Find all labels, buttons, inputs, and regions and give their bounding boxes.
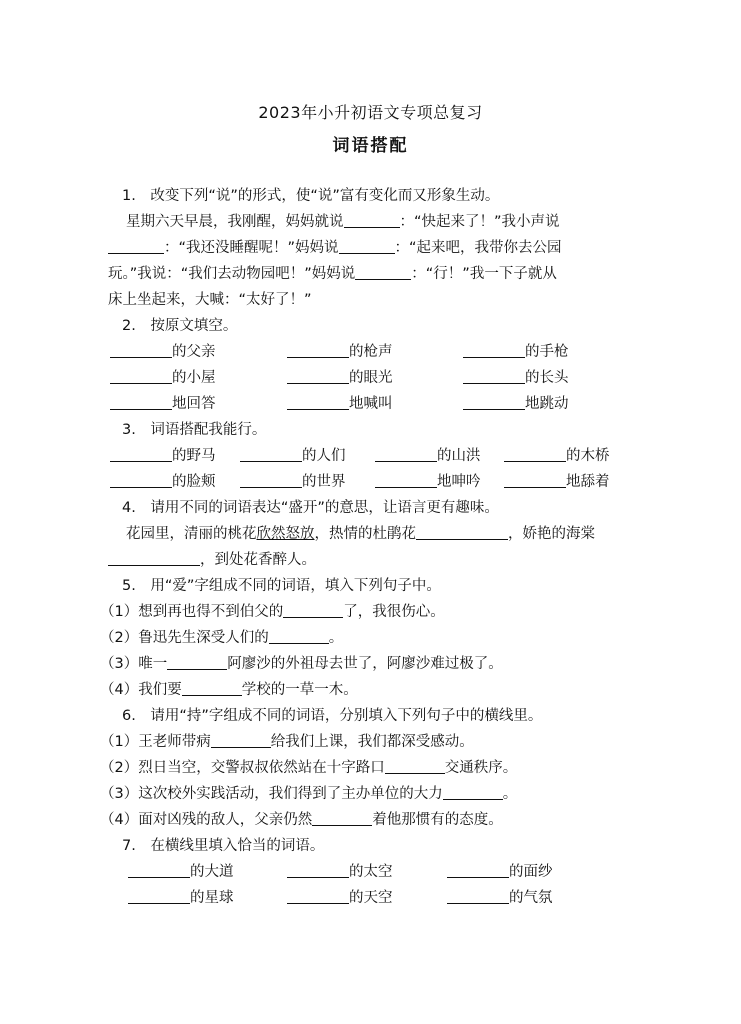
- q2-prompt: 2. 按原文填空。: [122, 318, 238, 334]
- q5-sentence-3: [100, 654, 503, 674]
- answer-blank[interactable]: [287, 394, 349, 410]
- answer-blank[interactable]: [416, 524, 508, 540]
- q4-text: ，到处花香醉人。: [200, 552, 316, 568]
- q2-item: [110, 342, 216, 362]
- q3-item-text: 地呻吟: [437, 474, 481, 490]
- q1-text: ：“起来吧，我带你去公园: [394, 240, 562, 256]
- q1-text: 玩。”我说：“我们去动物园吧！”妈妈说: [108, 266, 356, 282]
- answer-blank[interactable]: [287, 888, 349, 904]
- q6-text: 给我们上课，我们都深受感动。: [270, 734, 474, 750]
- q2-item: [287, 394, 393, 414]
- q7-item: [128, 862, 234, 882]
- q3-item-text: 的世界: [302, 474, 346, 490]
- answer-blank[interactable]: [283, 602, 343, 618]
- answer-blank[interactable]: [110, 342, 172, 358]
- answer-blank[interactable]: [110, 446, 172, 462]
- q7-item-text: 的大道: [190, 864, 234, 880]
- answer-blank[interactable]: [463, 368, 525, 384]
- q7-item: [128, 888, 234, 908]
- q5-text: 了，我很伤心。: [343, 604, 445, 620]
- q7-item-text: 的太空: [349, 864, 393, 880]
- q7-item-text: 的星球: [190, 890, 234, 906]
- answer-blank[interactable]: [182, 680, 242, 696]
- q5-text: （1）想到再也得不到伯父的: [100, 604, 284, 620]
- q7-item-text: 的面纱: [509, 864, 553, 880]
- q7-prompt: 7. 在横线里填入恰当的词语。: [122, 838, 325, 854]
- q4-text: 花园里，清丽的桃花: [126, 526, 257, 542]
- q6-prompt: 6. 请用“持”字组成不同的词语，分别填入下列句子中的横线里。: [122, 708, 543, 724]
- answer-blank[interactable]: [108, 550, 200, 566]
- q4-line-2: [108, 550, 316, 570]
- q5-text: （3）唯一: [100, 656, 168, 672]
- answer-blank[interactable]: [211, 732, 271, 748]
- answer-blank[interactable]: [128, 862, 190, 878]
- answer-blank[interactable]: [240, 446, 302, 462]
- answer-blank[interactable]: [375, 472, 437, 488]
- q1-prompt: 1. 改变下列“说”的形式，使“说”富有变化而又形象生动。: [122, 188, 500, 204]
- q1-line-1: [126, 212, 560, 232]
- q5-sentence-4: [100, 680, 358, 700]
- q4-line-1: [126, 524, 595, 544]
- q2-item: [463, 368, 569, 388]
- q2-item-text: 的父亲: [172, 344, 216, 360]
- q1-text: ：“快起来了！”我小声说: [399, 214, 560, 230]
- answer-blank[interactable]: [504, 446, 566, 462]
- q6-sentence-1: [100, 732, 474, 752]
- q3-item-text: 的脸颊: [172, 474, 216, 490]
- q2-item: [463, 394, 569, 414]
- answer-blank[interactable]: [269, 628, 329, 644]
- q3-item: [240, 472, 346, 492]
- answer-blank[interactable]: [447, 888, 509, 904]
- q1-text: ：“行！”我一下子就从: [411, 266, 557, 282]
- answer-blank[interactable]: [344, 212, 400, 228]
- q5-sentence-1: [100, 602, 445, 622]
- answer-blank[interactable]: [443, 784, 503, 800]
- q3-item: [375, 446, 481, 466]
- q2-item: [463, 342, 569, 362]
- q6-text: 着他那惯有的态度。: [372, 812, 503, 828]
- answer-blank[interactable]: [504, 472, 566, 488]
- page-subtitle: 词语搭配: [332, 136, 409, 156]
- q5-text: 学校的一草一木。: [241, 682, 358, 698]
- q7-item: [447, 888, 553, 908]
- answer-blank[interactable]: [355, 264, 411, 280]
- q6-text: （3）这次校外实践活动，我们得到了主办单位的大力: [100, 786, 443, 802]
- q2-item-text: 的小屋: [172, 370, 216, 386]
- q1-text: ：“我还没睡醒呢！”妈妈说: [164, 240, 339, 256]
- q6-sentence-4: [100, 810, 503, 830]
- q4-text: ，热情的杜鹃花: [314, 526, 416, 542]
- q4-example-word: 欣然怒放: [256, 526, 315, 542]
- q3-item-text: 的木桥: [566, 448, 610, 464]
- answer-blank[interactable]: [110, 368, 172, 384]
- q2-item-text: 地回答: [172, 396, 216, 412]
- answer-blank[interactable]: [287, 368, 349, 384]
- q6-text: 交通秩序。: [444, 760, 518, 776]
- answer-blank[interactable]: [110, 472, 172, 488]
- q3-item-text: 的野马: [172, 448, 216, 464]
- q3-item: [110, 446, 216, 466]
- answer-blank[interactable]: [447, 862, 509, 878]
- q5-sentence-2: [100, 628, 343, 648]
- q5-text: （2）鲁迅先生深受人们的: [100, 630, 269, 646]
- answer-blank[interactable]: [128, 888, 190, 904]
- q3-item-text: 地舔着: [566, 474, 610, 490]
- answer-blank[interactable]: [167, 654, 227, 670]
- q2-item-text: 的眼光: [349, 370, 393, 386]
- answer-blank[interactable]: [287, 342, 349, 358]
- q1-text: 星期六天早晨，我刚醒，妈妈就说: [126, 214, 344, 230]
- q6-sentence-3: [100, 784, 517, 804]
- q7-item-text: 的气氛: [509, 890, 553, 906]
- q6-text: 。: [502, 786, 518, 802]
- q6-sentence-2: [100, 758, 517, 778]
- q5-text: 阿廖沙的外祖母去世了，阿廖沙难过极了。: [227, 656, 503, 672]
- q2-item-text: 的枪声: [349, 344, 393, 360]
- q4-text: ，娇艳的海棠: [508, 526, 595, 542]
- q2-item-text: 地喊叫: [349, 396, 393, 412]
- q3-item: [110, 472, 216, 492]
- q3-item-text: 的人们: [302, 448, 346, 464]
- q7-item: [447, 862, 553, 882]
- q1-line-3: [108, 264, 557, 284]
- q5-text: （4）我们要: [100, 682, 182, 698]
- q3-item: [504, 472, 610, 492]
- q2-item: [287, 368, 393, 388]
- q5-text: 。: [328, 630, 344, 646]
- q3-item-text: 的山洪: [437, 448, 481, 464]
- answer-blank[interactable]: [463, 394, 525, 410]
- answer-blank[interactable]: [339, 238, 395, 254]
- q7-item-text: 的天空: [349, 890, 393, 906]
- q2-item-text: 地跳动: [525, 396, 569, 412]
- q7-item: [287, 862, 393, 882]
- q6-text: （1）王老师带病: [100, 734, 211, 750]
- q2-item-text: 的长头: [525, 370, 569, 386]
- q5-prompt: 5. 用“爱”字组成不同的词语，填入下列句子中。: [122, 578, 441, 594]
- q1-line-4: 床上坐起来，大喊：“太好了！”: [108, 292, 312, 308]
- q2-item: [110, 368, 216, 388]
- answer-blank[interactable]: [385, 758, 445, 774]
- q1-line-2: [108, 238, 562, 258]
- q4-prompt: 4. 请用不同的词语表达“盛开”的意思，让语言更有趣味。: [122, 500, 499, 516]
- q3-item: [375, 472, 481, 492]
- answer-blank[interactable]: [375, 446, 437, 462]
- answer-blank[interactable]: [463, 342, 525, 358]
- q3-item: [504, 446, 610, 466]
- answer-blank[interactable]: [108, 238, 164, 254]
- q7-item: [287, 888, 393, 908]
- answer-blank[interactable]: [312, 810, 372, 826]
- q3-prompt: 3. 词语搭配我能行。: [122, 422, 267, 438]
- q6-text: （4）面对凶残的敌人，父亲仍然: [100, 812, 313, 828]
- q6-text: （2）烈日当空，交警叔叔依然站在十字路口: [100, 760, 385, 776]
- page-title: 2023年小升初语文专项总复习: [258, 103, 483, 122]
- answer-blank[interactable]: [287, 862, 349, 878]
- answer-blank[interactable]: [110, 394, 172, 410]
- q2-item: [287, 342, 393, 362]
- q2-item-text: 的手枪: [525, 344, 569, 360]
- q2-item: [110, 394, 216, 414]
- answer-blank[interactable]: [240, 472, 302, 488]
- q3-item: [240, 446, 346, 466]
